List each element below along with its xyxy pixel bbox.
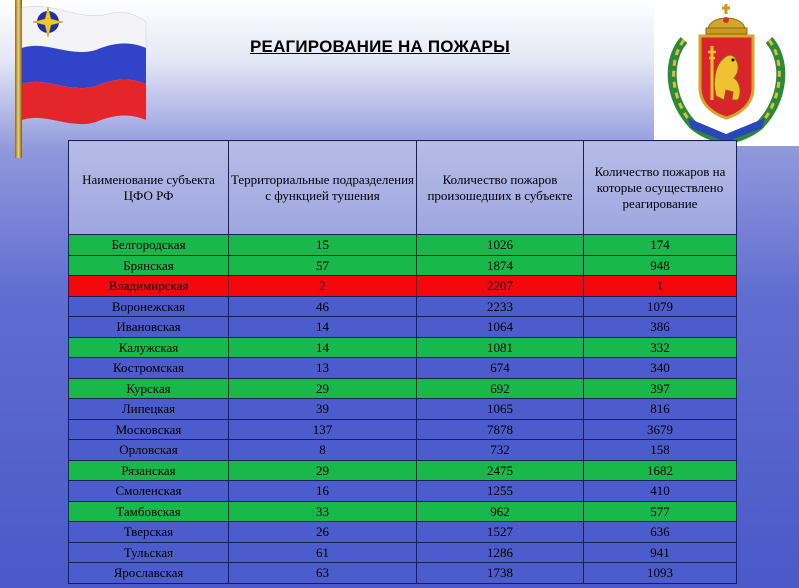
cell-region: Тульская — [69, 542, 229, 563]
cell-responded: 174 — [584, 235, 737, 256]
cell-region: Орловская — [69, 440, 229, 461]
table-row — [69, 276, 737, 297]
table-body — [69, 235, 737, 584]
cell-fires: 1738 — [417, 563, 584, 584]
table-row — [69, 440, 737, 461]
cell-fires: 1286 — [417, 542, 584, 563]
cell-units: 39 — [229, 399, 417, 420]
cell-region: Брянская — [69, 255, 229, 276]
table-row — [69, 501, 737, 522]
header-fires: Количество пожаров произошедших в субъекте — [417, 141, 584, 235]
cell-responded: 340 — [584, 358, 737, 379]
cell-units: 63 — [229, 563, 417, 584]
table-row — [69, 542, 737, 563]
cell-units: 14 — [229, 317, 417, 338]
cell-responded: 577 — [584, 501, 737, 522]
cell-units: 15 — [229, 235, 417, 256]
cell-region: Смоленская — [69, 481, 229, 502]
header-responded: Количество пожаров на которые осуществлено реагирование — [584, 141, 737, 235]
cell-fires: 1527 — [417, 522, 584, 543]
page-title: РЕАГИРОВАНИЕ НА ПОЖАРЫ — [250, 37, 510, 56]
cell-region: Костромская — [69, 358, 229, 379]
cell-responded: 158 — [584, 440, 737, 461]
cell-units: 14 — [229, 337, 417, 358]
cell-units: 57 — [229, 255, 417, 276]
cell-responded: 410 — [584, 481, 737, 502]
header-region: Наименование субъекта ЦФО РФ — [69, 141, 229, 235]
cell-fires: 732 — [417, 440, 584, 461]
table-row — [69, 563, 737, 584]
cell-fires: 1065 — [417, 399, 584, 420]
cell-region: Воронежская — [69, 296, 229, 317]
table-row — [69, 419, 737, 440]
cell-region: Тамбовская — [69, 501, 229, 522]
table-header-row — [69, 141, 737, 235]
cell-region: Белгородская — [69, 235, 229, 256]
cell-fires: 7878 — [417, 419, 584, 440]
cell-region: Калужская — [69, 337, 229, 358]
cell-units: 29 — [229, 460, 417, 481]
cell-responded: 397 — [584, 378, 737, 399]
cell-region: Ярославская — [69, 563, 229, 584]
cell-units: 33 — [229, 501, 417, 522]
table-row — [69, 235, 737, 256]
cell-responded: 3679 — [584, 419, 737, 440]
fire-response-table — [68, 140, 737, 584]
cell-responded: 1682 — [584, 460, 737, 481]
table-row — [69, 358, 737, 379]
table-row — [69, 337, 737, 358]
cell-fires: 1874 — [417, 255, 584, 276]
cell-fires: 962 — [417, 501, 584, 522]
cell-responded: 948 — [584, 255, 737, 276]
cell-fires: 1081 — [417, 337, 584, 358]
cell-units: 46 — [229, 296, 417, 317]
table-row — [69, 317, 737, 338]
cell-units: 137 — [229, 419, 417, 440]
table-row — [69, 255, 737, 276]
cell-region: Липецкая — [69, 399, 229, 420]
cell-responded: 816 — [584, 399, 737, 420]
russian-flag-icon — [0, 0, 150, 160]
cell-responded: 941 — [584, 542, 737, 563]
cell-responded: 1 — [584, 276, 737, 297]
cell-responded: 1093 — [584, 563, 737, 584]
table-row — [69, 460, 737, 481]
cell-units: 29 — [229, 378, 417, 399]
cell-units: 13 — [229, 358, 417, 379]
cell-fires: 1255 — [417, 481, 584, 502]
cell-responded: 332 — [584, 337, 737, 358]
cell-fires: 692 — [417, 378, 584, 399]
cell-region: Ивановская — [69, 317, 229, 338]
cell-region: Курская — [69, 378, 229, 399]
cell-fires: 2475 — [417, 460, 584, 481]
header-units: Территориальные подразделения с функцией тушения — [229, 141, 417, 235]
cell-region: Рязанская — [69, 460, 229, 481]
cell-fires: 2207 — [417, 276, 584, 297]
coat-of-arms-icon — [654, 0, 799, 146]
cell-units: 8 — [229, 440, 417, 461]
cell-region: Московская — [69, 419, 229, 440]
table-row — [69, 378, 737, 399]
cell-region: Тверская — [69, 522, 229, 543]
table-row — [69, 296, 737, 317]
cell-fires: 1064 — [417, 317, 584, 338]
cell-units: 16 — [229, 481, 417, 502]
cell-units: 26 — [229, 522, 417, 543]
cell-fires: 674 — [417, 358, 584, 379]
cell-fires: 2233 — [417, 296, 584, 317]
cell-fires: 1026 — [417, 235, 584, 256]
cell-units: 2 — [229, 276, 417, 297]
table-row — [69, 481, 737, 502]
cell-units: 61 — [229, 542, 417, 563]
table-row — [69, 522, 737, 543]
cell-responded: 636 — [584, 522, 737, 543]
table-row — [69, 399, 737, 420]
cell-responded: 386 — [584, 317, 737, 338]
cell-region: Владимирская — [69, 276, 229, 297]
cell-responded: 1079 — [584, 296, 737, 317]
